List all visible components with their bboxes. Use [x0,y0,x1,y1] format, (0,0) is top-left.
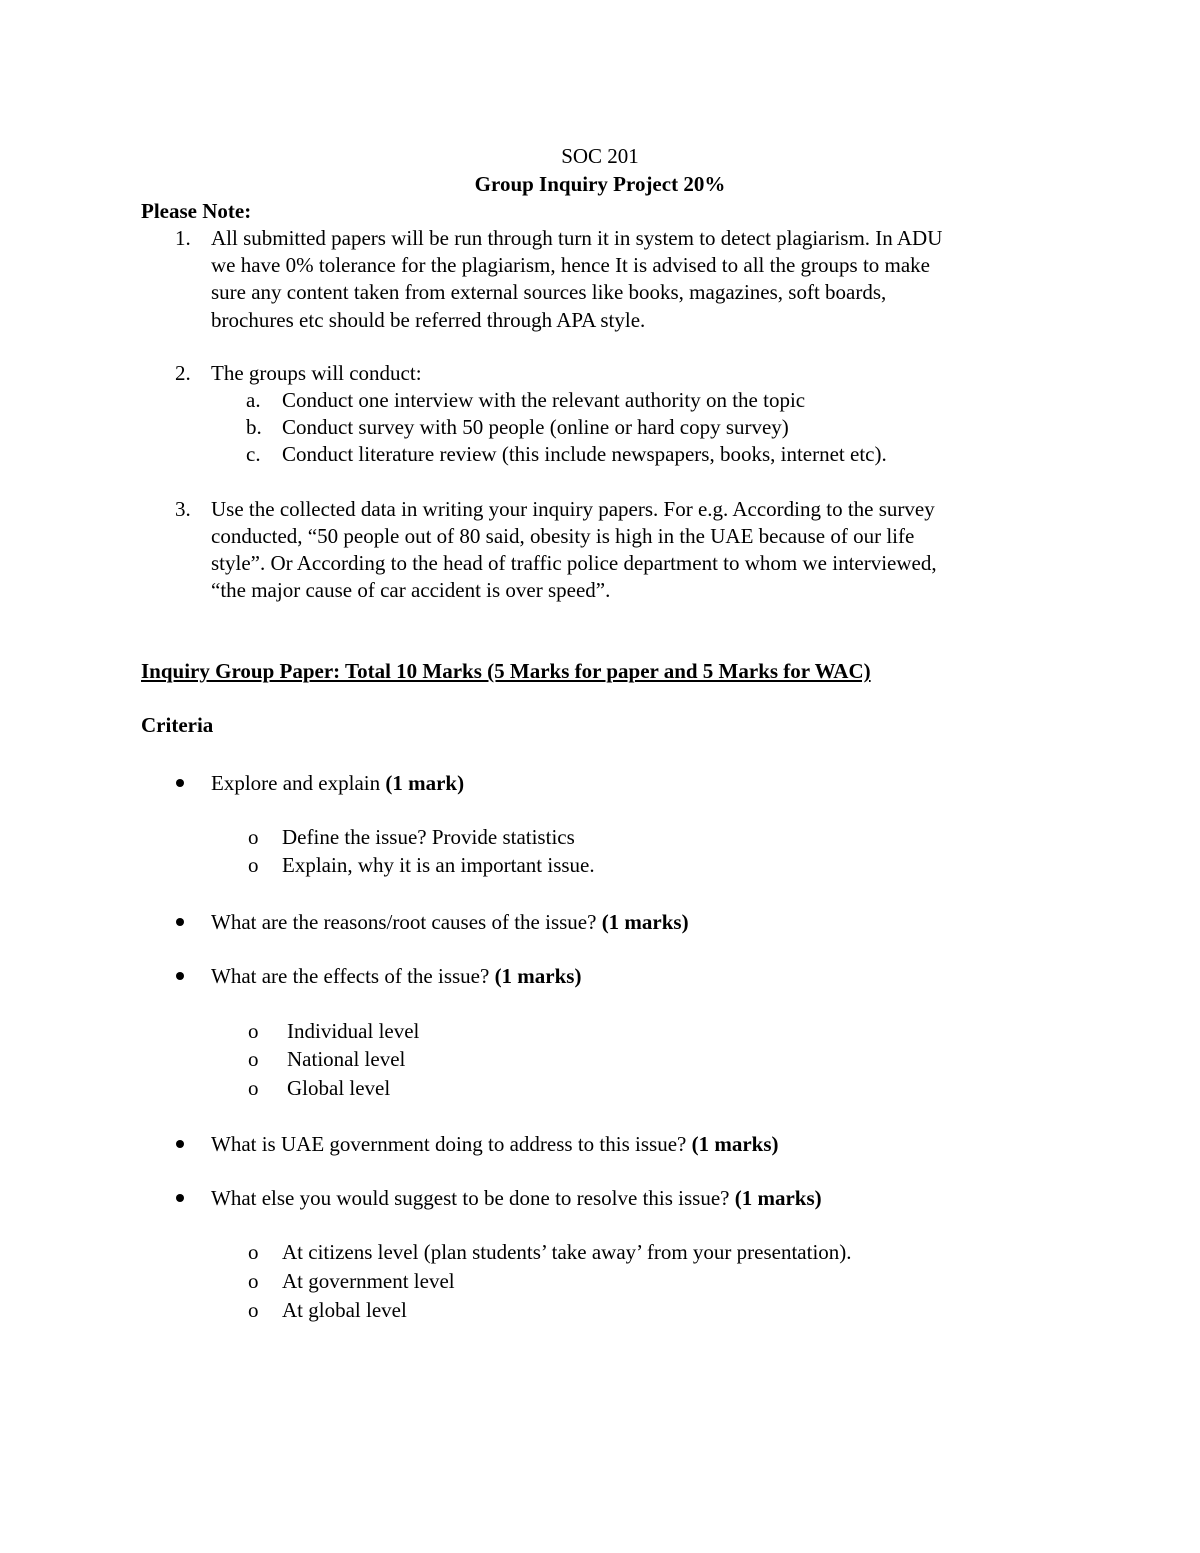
note-item-2-sub-c-text: Conduct literature review (this include newspapers, books, internet etc). [282,442,887,466]
bullet-icon [176,972,184,980]
sub-marker: o [248,1298,259,1322]
bullet-icon [176,918,184,926]
note-item-1-line-3: sure any content taken from external sources like books, magazines, soft boards, [211,280,887,304]
note-item-2-sub-b-text: Conduct survey with 50 people (online or hard copy survey) [282,415,789,439]
note-item-2-line-1: The groups will conduct: [211,361,422,385]
criterion-5-sub-3: At global level [282,1298,407,1322]
note-item-2-sub-b-letter: b. [246,415,262,439]
note-item-2-number: 2. [175,361,191,385]
criteria-heading: Criteria [141,713,214,737]
criterion-4 [211,1130,779,1158]
note-item-2-sub-a-text: Conduct one interview with the relevant authority on the topic [282,388,806,412]
bullet-icon [176,1140,184,1148]
note-item-2-sub-c-letter: c. [246,442,261,466]
note-item-1-line-4: brochures etc should be referred through APA style. [211,308,646,332]
note-item-1-line-1: All submitted papers will be run through turn it in system to detect plagiarism. In ADU [211,226,943,250]
sub-marker: o [248,1240,259,1264]
sub-marker: o [248,853,259,877]
criterion-3-text: What are the effects of the issue? [211,964,495,988]
criterion-1-sub-1: Define the issue? Provide statistics [282,825,575,849]
sub-marker: o [248,1047,259,1071]
criterion-5-sub-2: At government level [282,1269,455,1293]
sub-marker: o [248,1076,259,1100]
criterion-3-sub-2: National level [287,1047,406,1071]
criterion-2 [211,908,689,936]
sub-marker: o [248,1269,259,1293]
criterion-3-marks: (1 marks) [494,964,582,988]
note-item-1-line-2: we have 0% tolerance for the plagiarism, hence It is advised to all the groups to make [211,253,931,277]
criterion-3-sub-1: Individual level [287,1019,420,1043]
sub-marker: o [248,825,259,849]
criterion-1 [211,769,464,797]
note-heading: Please Note: [141,199,252,223]
note-item-3-number: 3. [175,497,191,521]
criterion-1-sub-2: Explain, why it is an important issue. [282,853,595,877]
criterion-1-text: Explore and explain [211,771,386,795]
criterion-5-marks: (1 marks) [734,1186,822,1210]
note-item-3-line-3: style”. Or According to the head of traffic police department to whom we interviewed, [211,551,937,575]
note-item-3-line-1: Use the collected data in writing your inquiry papers. For e.g. According to the survey [211,497,935,521]
note-item-3-line-4: “the major cause of car accident is over speed”. [211,578,611,602]
criterion-3 [211,962,581,990]
bullet-icon [176,1194,184,1202]
criterion-1-marks: (1 mark) [385,771,465,795]
criterion-4-text: What is UAE government doing to address to this issue? [211,1132,692,1156]
paper-heading: Inquiry Group Paper: Total 10 Marks (5 Marks for paper and 5 Marks for WAC) [141,659,871,683]
course-code: SOC 201 [561,144,639,168]
criterion-5-text: What else you would suggest to be done to resolve this issue? [211,1186,735,1210]
sub-marker: o [248,1019,259,1043]
note-item-1-number: 1. [175,226,191,250]
criterion-2-marks: (1 marks) [601,910,689,934]
criterion-3-sub-3: Global level [287,1076,391,1100]
criterion-2-text: What are the reasons/root causes of the issue? [211,910,602,934]
project-title: Group Inquiry Project 20% [474,172,726,196]
criterion-4-marks: (1 marks) [691,1132,779,1156]
note-item-3-line-2: conducted, “50 people out of 80 said, obesity is high in the UAE because of our life [211,524,915,548]
criterion-5-sub-1: At citizens level (plan students’ take away’ from your presentation). [282,1240,852,1264]
note-item-2-sub-a-letter: a. [246,388,261,412]
criterion-5 [211,1184,822,1212]
bullet-icon [176,779,184,787]
